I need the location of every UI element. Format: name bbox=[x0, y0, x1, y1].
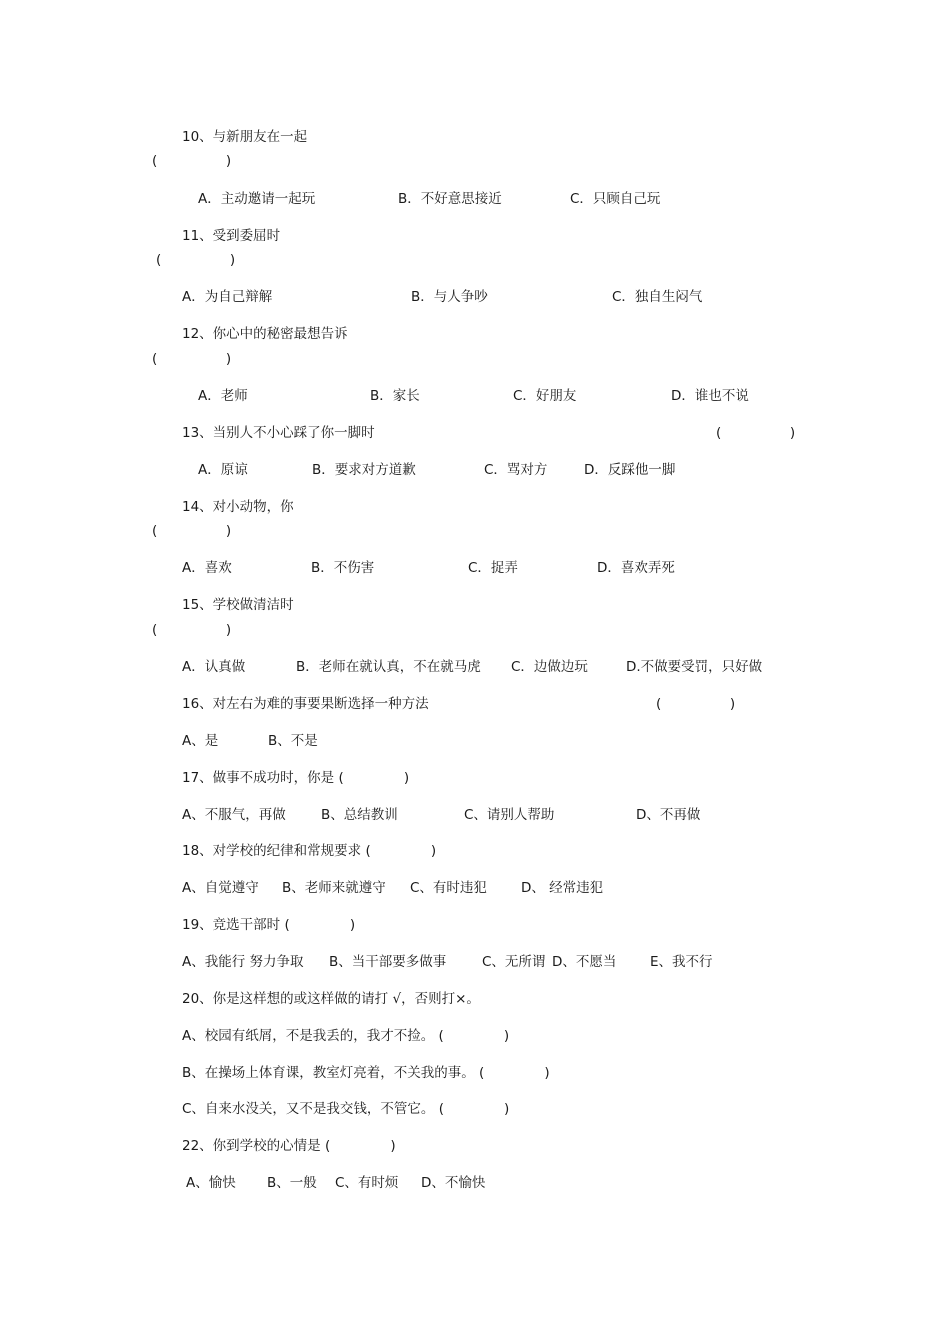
option-d: D、不愿当 bbox=[552, 954, 617, 970]
option-c: C．好朋友 bbox=[513, 388, 577, 404]
option-a: A．为自己辩解 bbox=[182, 289, 273, 305]
option-b: B、一般 bbox=[267, 1175, 317, 1191]
question-13-title: 13、当别人不小心踩了你一脚时 bbox=[182, 425, 375, 441]
option-b: B．与人争吵 bbox=[411, 289, 488, 305]
option-a: A．原谅 bbox=[198, 462, 248, 478]
question-10-title: 10、与新朋友在一起 bbox=[182, 129, 308, 145]
option-b: B．家长 bbox=[370, 388, 420, 404]
statement-c: C、自来水没关，又不是我交钱，不管它。 ( ) bbox=[182, 1101, 510, 1117]
answer-blank[interactable]: ( ) bbox=[152, 523, 232, 539]
option-c: C．捉弄 bbox=[468, 560, 518, 576]
question-16-title: 16、对左右为难的事要果断选择一种方法 bbox=[182, 696, 429, 712]
question-15-title: 15、学校做清洁时 bbox=[182, 597, 294, 613]
option-a: A．认真做 bbox=[182, 659, 246, 675]
statement-a: A、校园有纸屑，不是我丢的，我才不捡。 ( ) bbox=[182, 1028, 510, 1044]
option-d: D．反踩他一脚 bbox=[584, 462, 676, 478]
answer-blank[interactable]: ( ) bbox=[152, 153, 232, 169]
question-12-title: 12、你心中的秘密最想告诉 bbox=[182, 326, 348, 342]
option-a: A、是 bbox=[182, 733, 219, 749]
option-c: C、请别人帮助 bbox=[464, 807, 555, 823]
option-c: C、有时违犯 bbox=[410, 880, 487, 896]
option-b: B．老师在就认真，不在就马虎 bbox=[296, 659, 481, 675]
option-c: C．独自生闷气 bbox=[612, 289, 703, 305]
option-a: A、愉快 bbox=[186, 1175, 236, 1191]
option-b: B．要求对方道歉 bbox=[312, 462, 416, 478]
question-18-title: 18、对学校的纪律和常规要求 ( ) bbox=[182, 843, 437, 859]
answer-blank[interactable]: ( ) bbox=[656, 696, 736, 712]
option-d: D、不愉快 bbox=[421, 1175, 486, 1191]
question-14-title: 14、对小动物，你 bbox=[182, 499, 294, 515]
option-d: D．喜欢弄死 bbox=[597, 560, 675, 576]
option-a: A．老师 bbox=[198, 388, 248, 404]
option-b: B．不好意思接近 bbox=[398, 191, 502, 207]
question-17-title: 17、做事不成功时，你是 ( ) bbox=[182, 770, 410, 786]
option-b: B、老师来就遵守 bbox=[282, 880, 386, 896]
answer-blank[interactable]: ( ) bbox=[156, 252, 236, 268]
option-d: D、不再做 bbox=[636, 807, 701, 823]
option-c: C．边做边玩 bbox=[511, 659, 588, 675]
option-a: A、我能行 努力争取 bbox=[182, 954, 304, 970]
option-a: A、自觉遵守 bbox=[182, 880, 259, 896]
option-a: A、不服气，再做 bbox=[182, 807, 286, 823]
question-22-title: 22、你到学校的心情是 ( ) bbox=[182, 1138, 396, 1154]
answer-blank[interactable]: ( ) bbox=[152, 351, 232, 367]
answer-blank[interactable]: ( ) bbox=[152, 622, 232, 638]
option-e: E、我不行 bbox=[650, 954, 713, 970]
option-c: C、有时烦 bbox=[335, 1175, 399, 1191]
option-d: D、 经常违犯 bbox=[521, 880, 604, 896]
option-d: D.不做要受罚，只好做 bbox=[626, 659, 763, 675]
option-d: D．谁也不说 bbox=[671, 388, 749, 404]
option-c: C．骂对方 bbox=[484, 462, 548, 478]
answer-blank[interactable]: ( ) bbox=[716, 425, 796, 441]
option-c: C．只顾自己玩 bbox=[570, 191, 661, 207]
question-11-title: 11、受到委屈时 bbox=[182, 228, 281, 244]
statement-b: B、在操场上体育课，教室灯亮着，不关我的事。 ( ) bbox=[182, 1065, 550, 1081]
option-a: A．主动邀请一起玩 bbox=[198, 191, 316, 207]
question-19-title: 19、竞选干部时 ( ) bbox=[182, 917, 356, 933]
question-20-title: 20、你是这样想的或这样做的请打 √，否则打×。 bbox=[182, 991, 480, 1007]
option-a: A．喜欢 bbox=[182, 560, 232, 576]
option-c: C、无所谓 bbox=[482, 954, 546, 970]
option-b: B、当干部要多做事 bbox=[329, 954, 447, 970]
option-b: B、不是 bbox=[268, 733, 318, 749]
option-b: B．不伤害 bbox=[311, 560, 375, 576]
option-b: B、总结教训 bbox=[321, 807, 398, 823]
